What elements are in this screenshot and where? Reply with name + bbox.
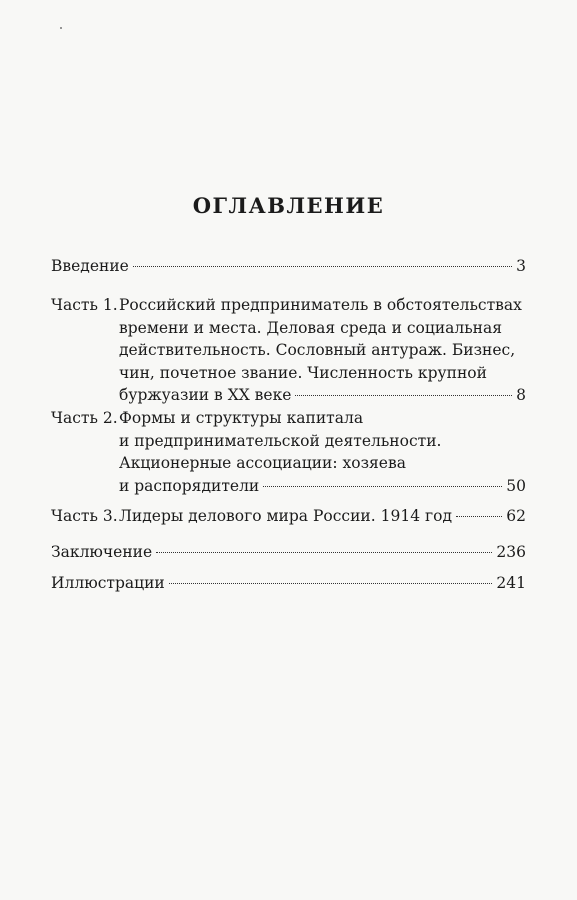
toc-entry-introduction: [51, 255, 526, 278]
page-title: ОГЛАВЛЕНИЕ: [192, 193, 385, 218]
toc-entry-line: Лидеры делового мира России. 1914 год: [119, 507, 452, 525]
toc-page-number: 62: [506, 507, 526, 525]
toc-entry-label: Введение: [51, 257, 129, 275]
page-speck: [60, 27, 62, 29]
toc-entry-line: Формы и структуры капитала: [119, 409, 364, 427]
toc-entry-line: действительность. Сословный антураж. Бизнес,: [119, 341, 516, 359]
toc-entry-line: чин, почетное звание. Численность крупной: [119, 363, 487, 382]
toc-entry-part-3: [51, 505, 526, 528]
toc-page-number: 241: [496, 574, 526, 592]
toc-entry-line: и предпринимательской деятельности.: [119, 431, 442, 450]
dot-leader: [263, 486, 502, 487]
toc-part-label: Часть 2.: [51, 409, 118, 427]
dot-leader: [133, 266, 512, 267]
toc-entry-line: буржуазии в XX веке: [119, 386, 292, 404]
toc-entry-line: Российский предприниматель в обстоятельствах: [119, 296, 522, 314]
dot-leader: [456, 516, 502, 517]
toc-entry-conclusion: [51, 541, 526, 564]
toc-entry-label: Заключение: [51, 543, 153, 561]
dot-leader: [295, 395, 512, 396]
toc-page-number: 50: [506, 476, 526, 495]
toc-entry-part-2: [51, 407, 526, 497]
toc-entry-line: Акционерные ассоциации: хозяева: [119, 454, 406, 472]
toc-page-number: 8: [516, 386, 526, 404]
toc-entry-illustrations: [51, 572, 526, 595]
toc-part-label: Часть 3.: [51, 507, 118, 525]
toc-entry-label: Иллюстрации: [51, 574, 165, 592]
toc-page-number: 236: [496, 543, 526, 561]
toc-entry-line: и распорядители: [119, 476, 260, 495]
toc-entry-line: времени и места. Деловая среда и социальная: [119, 318, 503, 337]
toc-part-label: Часть 1.: [51, 296, 118, 314]
dot-leader: [169, 583, 493, 584]
dot-leader: [156, 552, 492, 553]
toc-entry-part-1: [51, 294, 526, 407]
toc-page-number: 3: [516, 257, 526, 275]
